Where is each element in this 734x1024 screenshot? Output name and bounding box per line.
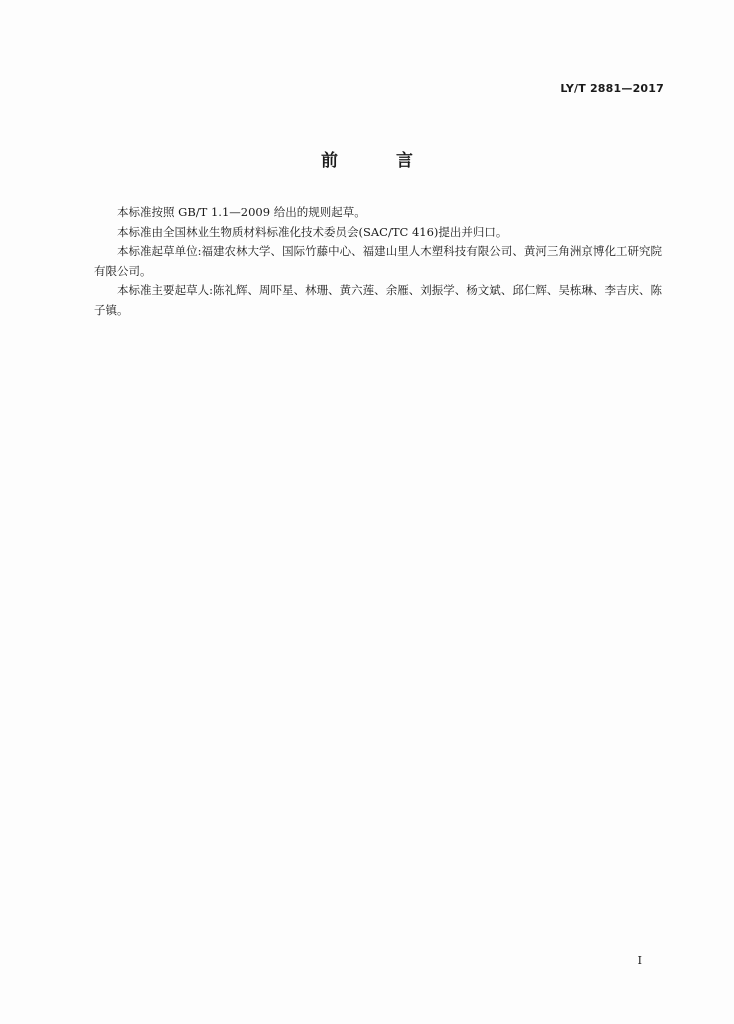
paragraph-drafting-units: 本标准起草单位:福建农林大学、国际竹藤中心、福建山里人木塑科技有限公司、黄河三角洲京博化工研究院有限公司。: [94, 244, 662, 278]
paragraph-main-drafters: 本标准主要起草人:陈礼辉、周吓星、林珊、黄六莲、余雁、刘振学、杨文斌、邱仁辉、吴栋琳、李吉庆、陈子镇。: [94, 283, 662, 317]
page-title: 前 言: [321, 151, 439, 171]
foreword-body: [94, 203, 662, 321]
paragraph-drafting-rules: 本标准按照 GB/T 1.1—2009 给出的规则起草。: [117, 205, 366, 219]
standard-code: LY/T 2881—2017: [560, 82, 664, 95]
paragraph-proposer: 本标准由全国林业生物质材料标准化技术委员会(SAC/TC 416)提出并归口。: [117, 224, 508, 239]
page-number: I: [637, 954, 642, 967]
